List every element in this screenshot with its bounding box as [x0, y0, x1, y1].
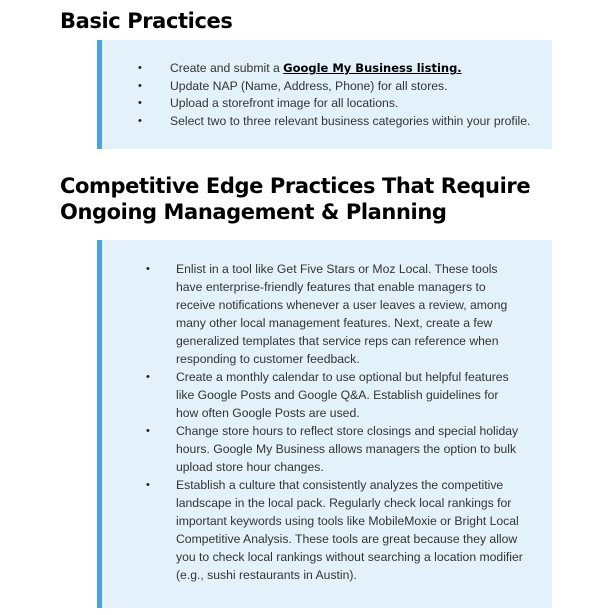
list-item-text: Create and submit a	[170, 61, 284, 75]
list-item-text: Establish a culture that consistently analyzes the competitive landscape in the local pack. Regularly check local rankings for important keywords using tools like MobileMoxie or Bright Local Competitive Analysis. These tools are great because they allow you to check local rankings without searching a location modifier (e.g., sushi restaurants in Austin).	[176, 478, 523, 582]
list-item	[146, 476, 524, 584]
basic-practices-list	[102, 40, 552, 130]
bullet-icon: •	[146, 479, 150, 491]
competitive-edge-heading: Competitive Edge Practices That Require Ongoing Management & Planning	[60, 174, 531, 224]
list-item-text: Create a monthly calendar to use optional but helpful features like Google Posts and Google Q&A. Establish guidelines for how often Google Posts are used.	[176, 370, 509, 420]
list-item-text: Change store hours to reflect store closings and special holiday hours. Google My Business allows managers the option to bulk upload store hour changes.	[176, 424, 519, 474]
list-item	[146, 368, 524, 422]
basic-practices-heading: Basic Practices	[60, 9, 233, 33]
list-item	[138, 78, 552, 96]
bullet-icon: •	[146, 371, 150, 383]
list-item	[138, 113, 552, 131]
list-item	[146, 422, 524, 476]
list-item	[146, 260, 524, 368]
bullet-icon: •	[138, 114, 142, 127]
bullet-icon: •	[146, 425, 150, 437]
bullet-icon: •	[146, 263, 150, 275]
list-item	[138, 60, 552, 78]
bullet-icon: •	[138, 62, 142, 74]
list-item-text: Enlist in a tool like Get Five Stars or Moz Local. These tools have enterprise-friendly features that enable managers to receive notifications whenever a user leaves a review, among many other local management features. Next, create a few generalized templates that service reps can reference when responding to customer feedback.	[176, 262, 508, 366]
competitive-edge-list	[102, 240, 552, 584]
basic-practices-panel	[97, 40, 552, 149]
list-item-text: Upload a storefront image for all locations.	[170, 96, 399, 111]
bullet-icon: •	[138, 79, 142, 92]
list-item-text: Update NAP (Name, Address, Phone) for all stores.	[170, 78, 448, 93]
list-item	[138, 95, 552, 113]
list-item-text: Select two to three relevant business categories within your profile.	[170, 113, 531, 128]
google-my-business-listing-link[interactable]: Google My Business listing.	[283, 61, 462, 75]
bullet-icon: •	[138, 97, 142, 110]
competitive-edge-panel	[97, 240, 552, 608]
